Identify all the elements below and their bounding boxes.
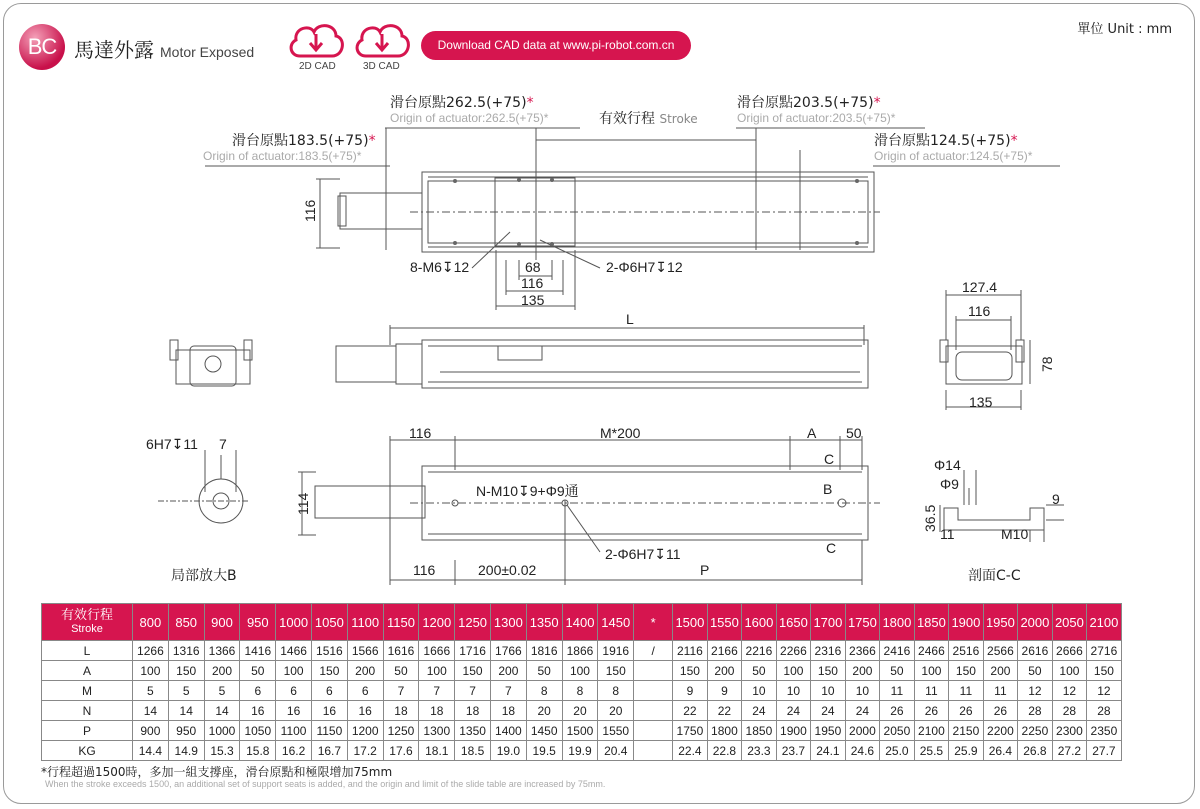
dim-116-top: 116	[409, 425, 432, 441]
table-cell: 50	[742, 661, 777, 681]
table-cell: 20.4	[598, 741, 634, 761]
stroke-col-header: 1750	[845, 604, 880, 641]
stroke-col-header: 1350	[526, 604, 562, 641]
table-row	[42, 701, 1122, 721]
table-cell: 26.4	[983, 741, 1018, 761]
table-cell: 5	[133, 681, 169, 701]
table-cell: 2466	[914, 641, 949, 661]
dim-68: 68	[525, 259, 541, 275]
table-cell: 18.1	[419, 741, 455, 761]
table-cell: 24	[845, 701, 880, 721]
stroke-col-header: 1800	[880, 604, 915, 641]
origin-183-en: Origin of actuator:183.5(+75)*	[203, 149, 362, 163]
stroke-col-header: 900	[204, 604, 240, 641]
table-cell: 200	[204, 661, 240, 681]
table-cell: 950	[168, 721, 204, 741]
table-cell: 17.6	[383, 741, 419, 761]
dim-6h7: 6H7↧11	[146, 436, 198, 452]
table-cell: 150	[168, 661, 204, 681]
table-cell: 24.6	[845, 741, 880, 761]
table-cell: 8	[526, 681, 562, 701]
table-cell: 19.9	[562, 741, 598, 761]
table-cell: 18.5	[455, 741, 491, 761]
row-label: KG	[42, 741, 133, 761]
stroke-col-header: 800	[133, 604, 169, 641]
table-cell: 1150	[311, 721, 347, 741]
table-cell: 100	[133, 661, 169, 681]
table-cell: 8	[562, 681, 598, 701]
table-cell: 7	[419, 681, 455, 701]
table-cell: 2366	[845, 641, 880, 661]
table-cell: 7	[455, 681, 491, 701]
footnote-zh: *行程超過1500時，多加一組支撐座，滑台原點和極限增加75mm	[41, 765, 393, 779]
stroke-col-header: 1650	[776, 604, 811, 641]
table-cell: 200	[707, 661, 742, 681]
stroke-col-header: 1100	[347, 604, 383, 641]
stroke-label: 有效行程 Stroke	[599, 111, 698, 127]
table-cell: 50	[240, 661, 276, 681]
stroke-col-header: 1300	[490, 604, 526, 641]
dim-phi9: Φ9	[940, 476, 959, 492]
table-cell: 1550	[598, 721, 634, 741]
table-cell: 16.2	[276, 741, 312, 761]
table-cell: 2216	[742, 641, 777, 661]
stroke-col-header: 1900	[949, 604, 984, 641]
table-cell: 1800	[707, 721, 742, 741]
unit-label: 單位 Unit : mm	[1077, 22, 1172, 37]
table-cell: 50	[383, 661, 419, 681]
table-cell: 1750	[673, 721, 708, 741]
table-cell: 28	[1052, 701, 1087, 721]
table-cell: 18	[383, 701, 419, 721]
table-cell: 100	[914, 661, 949, 681]
table-row	[42, 741, 1122, 761]
detail-b-label: 局部放大B	[171, 568, 237, 584]
table-cell: 22	[673, 701, 708, 721]
table-cell: 24	[776, 701, 811, 721]
table-cell: 26	[914, 701, 949, 721]
table-cell: 14.4	[133, 741, 169, 761]
table-cell: 2150	[949, 721, 984, 741]
table-cell: 19.0	[490, 741, 526, 761]
title-zh: 馬達外露	[74, 38, 154, 62]
table-cell: 5	[204, 681, 240, 701]
table-cell: 7	[490, 681, 526, 701]
table-cell: 6	[240, 681, 276, 701]
dim-78: 78	[1039, 356, 1055, 372]
table-cell: 5	[168, 681, 204, 701]
table-cell: 2316	[811, 641, 846, 661]
table-cell: 12	[1087, 681, 1122, 701]
table-cell: 100	[562, 661, 598, 681]
table-cell: 1416	[240, 641, 276, 661]
download-cad-button[interactable]: Download CAD data at www.pi-robot.com.cn	[421, 31, 691, 60]
stroke-col-header: 950	[240, 604, 276, 641]
table-cell: 23.7	[776, 741, 811, 761]
table-cell: 14.9	[168, 741, 204, 761]
table-cell: 26.8	[1018, 741, 1053, 761]
origin-183-label: 滑台原點183.5(+75)*	[232, 133, 376, 149]
dim-116-height: 116	[302, 199, 318, 222]
table-cell: 6	[276, 681, 312, 701]
table-cell: 200	[347, 661, 383, 681]
table-cell: 1950	[811, 721, 846, 741]
origin-262-label: 滑台原點262.5(+75)*	[390, 95, 534, 111]
table-cell: 15.8	[240, 741, 276, 761]
table-cell: 2200	[983, 721, 1018, 741]
stroke-col-header: 1150	[383, 604, 419, 641]
table-cell: 11	[949, 681, 984, 701]
table-cell: 11	[914, 681, 949, 701]
dim-nm10: N-M10↧9+Φ9通	[476, 483, 579, 499]
table-row	[42, 641, 1122, 661]
table-cell: 24.1	[811, 741, 846, 761]
table-cell: 22	[707, 701, 742, 721]
cad-2d-label[interactable]: 2D CAD	[299, 61, 336, 72]
table-cell: 10	[811, 681, 846, 701]
table-row	[42, 721, 1122, 741]
table-cell: 1100	[276, 721, 312, 741]
cad-3d-label[interactable]: 3D CAD	[363, 61, 400, 72]
dim-116-mid: 116	[521, 275, 544, 291]
table-cell: 20	[526, 701, 562, 721]
table-cell: 100	[1052, 661, 1087, 681]
table-cell: 16	[311, 701, 347, 721]
table-cell: 15.3	[204, 741, 240, 761]
table-cell: 14	[133, 701, 169, 721]
table-cell: 16	[347, 701, 383, 721]
table-cell: 2250	[1018, 721, 1053, 741]
section-cc-label: 剖面C-C	[968, 568, 1021, 584]
stroke-col-header: 2100	[1087, 604, 1122, 641]
row-label: N	[42, 701, 133, 721]
dim-116-cc: 116	[968, 303, 991, 319]
table-cell: 1916	[598, 641, 634, 661]
table-cell: 2616	[1018, 641, 1053, 661]
table-cell: 16.7	[311, 741, 347, 761]
stroke-col-header: 1000	[276, 604, 312, 641]
table-cell: 100	[776, 661, 811, 681]
table-cell: 25.5	[914, 741, 949, 761]
table-cell: 1400	[490, 721, 526, 741]
dim-127-4: 127.4	[962, 279, 998, 295]
stroke-col-header: 850	[168, 604, 204, 641]
table-cell: 2516	[949, 641, 984, 661]
table-cell: 1866	[562, 641, 598, 661]
dim-m10: M10	[1001, 526, 1029, 542]
table-cell: 1900	[776, 721, 811, 741]
table-cell: 1766	[490, 641, 526, 661]
table-cell: 9	[673, 681, 708, 701]
dim-135: 135	[521, 292, 545, 308]
origin-203-label: 滑台原點203.5(+75)*	[737, 95, 881, 111]
table-cell: 11	[983, 681, 1018, 701]
dim-36-5: 36.5	[922, 504, 938, 532]
table-cell: 50	[1018, 661, 1053, 681]
table-cell: 2416	[880, 641, 915, 661]
table-cell: 24	[742, 701, 777, 721]
table-cell: 200	[983, 661, 1018, 681]
stroke-col-header: 2050	[1052, 604, 1087, 641]
table-cell: 50	[880, 661, 915, 681]
table-cell: 2166	[707, 641, 742, 661]
stroke-col-header: 1700	[811, 604, 846, 641]
table-cell	[634, 721, 673, 741]
stroke-col-header: *	[634, 604, 673, 641]
table-cell: 6	[311, 681, 347, 701]
table-cell: 2716	[1087, 641, 1122, 661]
table-cell: 20	[562, 701, 598, 721]
stroke-col-header: 1500	[673, 604, 708, 641]
table-cell: 17.2	[347, 741, 383, 761]
table-cell: 1316	[168, 641, 204, 661]
dim-50: 50	[846, 425, 862, 441]
footnote-en: When the stroke exceeds 1500, an additional set of support seats is added, and the origin and limit of the slide table are increased by 75mm.	[45, 779, 606, 789]
table-cell: 10	[845, 681, 880, 701]
dim-P: P	[700, 562, 710, 578]
stroke-col-header: 2000	[1018, 604, 1053, 641]
row-label: L	[42, 641, 133, 661]
table-cell: 1516	[311, 641, 347, 661]
table-cell	[634, 661, 673, 681]
table-cell: 14	[168, 701, 204, 721]
table-cell: 1200	[347, 721, 383, 741]
dim-11: 11	[940, 526, 955, 542]
dim-9: 9	[1052, 491, 1060, 507]
table-cell: 16	[276, 701, 312, 721]
table-cell: 12	[1018, 681, 1053, 701]
row-label: P	[42, 721, 133, 741]
table-body	[42, 641, 1122, 761]
table-cell: 150	[1087, 661, 1122, 681]
table-cell: 24	[811, 701, 846, 721]
dim-m6-holes: 8-M6↧12	[410, 259, 470, 275]
table-cell: 100	[419, 661, 455, 681]
table-cell: 18	[455, 701, 491, 721]
table-cell: 6	[347, 681, 383, 701]
stroke-col-header: 1950	[983, 604, 1018, 641]
table-cell: 150	[311, 661, 347, 681]
table-cell: 10	[742, 681, 777, 701]
table-cell: 2566	[983, 641, 1018, 661]
stroke-col-header: 1850	[914, 604, 949, 641]
table-cell: /	[634, 641, 673, 661]
table-cell: 1616	[383, 641, 419, 661]
table-cell: 150	[598, 661, 634, 681]
table-cell: 11	[880, 681, 915, 701]
table-cell: 1300	[419, 721, 455, 741]
section-c-top: C	[824, 451, 835, 467]
origin-262-en: Origin of actuator:262.5(+75)*	[390, 111, 549, 125]
origin-124-label: 滑台原點124.5(+75)*	[874, 133, 1018, 149]
table-cell: 10	[776, 681, 811, 701]
stroke-col-header: 1600	[742, 604, 777, 641]
table-cell	[634, 681, 673, 701]
dim-A: A	[807, 425, 817, 441]
table-cell: 2000	[845, 721, 880, 741]
table-cell: 1366	[204, 641, 240, 661]
dim-phi14: Φ14	[934, 457, 961, 473]
table-cell: 1000	[204, 721, 240, 741]
table-cell: 1566	[347, 641, 383, 661]
table-cell: 1350	[455, 721, 491, 741]
table-cell: 2100	[914, 721, 949, 741]
table-cell: 22.8	[707, 741, 742, 761]
origin-203-en: Origin of actuator:203.5(+75)*	[737, 111, 896, 125]
table-cell: 27.2	[1052, 741, 1087, 761]
table-cell: 18	[490, 701, 526, 721]
table-row	[42, 681, 1122, 701]
table-cell: 25.0	[880, 741, 915, 761]
table-cell: 16	[240, 701, 276, 721]
table-cell: 7	[383, 681, 419, 701]
table-cell: 1500	[562, 721, 598, 741]
section-c-bottom: C	[826, 540, 837, 556]
row-label: M	[42, 681, 133, 701]
table-cell: 25.9	[949, 741, 984, 761]
table-cell: 150	[673, 661, 708, 681]
table-cell: 14	[204, 701, 240, 721]
table-cell: 12	[1052, 681, 1087, 701]
table-cell: 2116	[673, 641, 708, 661]
dim-7: 7	[219, 436, 227, 452]
stroke-col-header: 1450	[598, 604, 634, 641]
stroke-col-header: 1200	[419, 604, 455, 641]
table-cell: 19.5	[526, 741, 562, 761]
dim-116-bottom: 116	[413, 562, 436, 578]
stroke-col-header: 1400	[562, 604, 598, 641]
row-label: A	[42, 661, 133, 681]
stroke-header: 有效行程 Stroke	[42, 604, 133, 641]
table-cell: 2300	[1052, 721, 1087, 741]
dim-200: 200±0.02	[478, 562, 537, 578]
table-header-row	[42, 604, 1122, 641]
table-cell: 1466	[276, 641, 312, 661]
table-cell: 2050	[880, 721, 915, 741]
table-cell: 1716	[455, 641, 491, 661]
dim-phi6-holes-bottom: 2-Φ6H7↧11	[605, 546, 681, 562]
table-cell: 1666	[419, 641, 455, 661]
dim-L: L	[626, 311, 634, 327]
table-cell: 2266	[776, 641, 811, 661]
table-cell: 23.3	[742, 741, 777, 761]
table-cell: 1450	[526, 721, 562, 741]
table-cell: 28	[1087, 701, 1122, 721]
stroke-col-header: 1050	[311, 604, 347, 641]
table-cell: 1850	[742, 721, 777, 741]
table-cell: 1050	[240, 721, 276, 741]
table-row	[42, 661, 1122, 681]
table-cell: 20	[598, 701, 634, 721]
table-cell: 8	[598, 681, 634, 701]
table-cell: 150	[811, 661, 846, 681]
origin-124-en: Origin of actuator:124.5(+75)*	[874, 149, 1033, 163]
stroke-col-header: 1250	[455, 604, 491, 641]
table-cell: 2350	[1087, 721, 1122, 741]
table-cell: 2666	[1052, 641, 1087, 661]
title-en: Motor Exposed	[160, 44, 255, 60]
spec-table	[41, 603, 1122, 761]
dim-114: 114	[295, 492, 311, 515]
table-cell	[634, 701, 673, 721]
table-cell: 1816	[526, 641, 562, 661]
table-cell: 150	[949, 661, 984, 681]
series-badge: BC	[19, 24, 65, 70]
table-cell: 1266	[133, 641, 169, 661]
table-cell: 200	[845, 661, 880, 681]
table-cell: 200	[490, 661, 526, 681]
table-cell: 100	[276, 661, 312, 681]
table-cell: 18	[419, 701, 455, 721]
table-cell: 26	[949, 701, 984, 721]
table-cell	[634, 741, 673, 761]
table-cell: 50	[526, 661, 562, 681]
stroke-col-header: 1550	[707, 604, 742, 641]
table-cell: 26	[983, 701, 1018, 721]
table-cell: 1250	[383, 721, 419, 741]
table-cell: 27.7	[1087, 741, 1122, 761]
table-cell: 150	[455, 661, 491, 681]
table-cell: 26	[880, 701, 915, 721]
table-cell: 900	[133, 721, 169, 741]
table-cell: 9	[707, 681, 742, 701]
dim-phi6-holes-top: 2-Φ6H7↧12	[606, 259, 683, 275]
dim-135-cc: 135	[969, 394, 993, 410]
detail-b-marker: B	[823, 481, 833, 497]
table-cell: 22.4	[673, 741, 708, 761]
dim-m200: M*200	[600, 425, 641, 441]
table-cell: 28	[1018, 701, 1053, 721]
